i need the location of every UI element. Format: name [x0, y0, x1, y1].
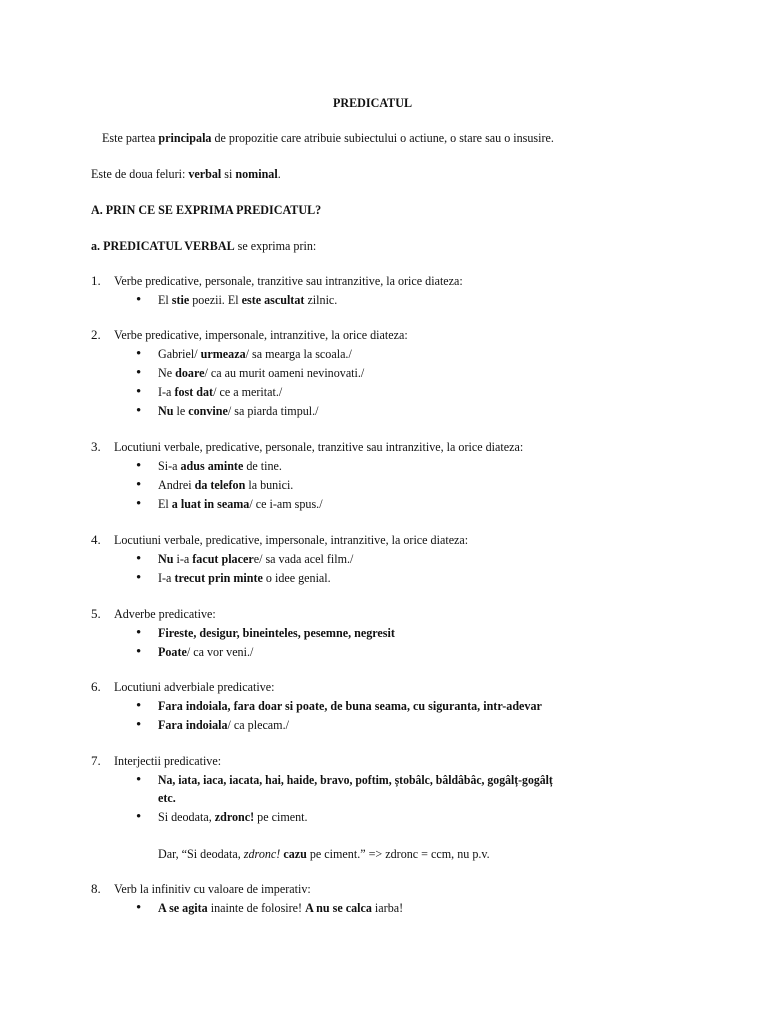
- note-paragraph: Dar, “Si deodata, zdronc! cazu pe ciment.” => zdronc = ccm, nu p.v.: [158, 846, 490, 861]
- list-item: Poate/ ca vor veni./: [158, 644, 254, 659]
- bullet-icon: •: [136, 772, 142, 788]
- bullet-icon: •: [136, 496, 142, 512]
- item-number: 2.: [91, 327, 101, 342]
- list-item: I-a trecut prin minte o idee genial.: [158, 570, 331, 585]
- bullet-icon: •: [136, 551, 142, 567]
- item-heading: Verb la infinitiv cu valoare de imperativ:: [114, 881, 311, 896]
- bullet-icon: •: [136, 625, 142, 641]
- list-item: Ne doare/ ca au murit oameni nevinovati./: [158, 365, 365, 380]
- item-number: 5.: [91, 606, 101, 621]
- item-heading: Verbe predicative, personale, tranzitive sau intranzitive, la orice diateza:: [114, 273, 463, 288]
- bullet-icon: •: [136, 570, 142, 586]
- bullet-icon: •: [136, 698, 142, 714]
- list-item: Andrei da telefon la bunici.: [158, 477, 294, 492]
- list-item: Nu i-a facut placere/ sa vada acel film./: [158, 551, 354, 566]
- list-item: Na, iata, iaca, iacata, hai, haide, bravo, poftim, ștobâlc, bâldâbâc, gogâlț-gogâlț: [158, 772, 553, 787]
- list-item: Fara indoiala, fara doar si poate, de buna seama, cu siguranta, intr-adevar: [158, 698, 542, 713]
- bullet-icon: •: [136, 477, 142, 493]
- item-heading: Locutiuni adverbiale predicative:: [114, 679, 275, 694]
- item-heading: Locutiuni verbale, predicative, personale, tranzitive sau intranzitive, la orice diateza:: [114, 439, 524, 454]
- bullet-icon: •: [136, 644, 142, 660]
- item-number: 7.: [91, 753, 101, 768]
- section-heading: A. PRIN CE SE EXPRIMA PREDICATUL?: [91, 202, 322, 217]
- list-item-continuation: etc.: [158, 790, 176, 805]
- item-heading: Interjectii predicative:: [114, 753, 222, 768]
- bullet-icon: •: [136, 384, 142, 400]
- list-item: Gabriel/ urmeaza/ sa mearga la scoala./: [158, 346, 352, 361]
- intro-paragraph-1: Este partea principala de propozitie care atribuie subiectului o actiune, o stare sau o insusire.: [102, 130, 554, 145]
- bullet-icon: •: [136, 809, 142, 825]
- item-number: 4.: [91, 532, 101, 547]
- item-number: 1.: [91, 273, 101, 288]
- bullet-icon: •: [136, 346, 142, 362]
- item-heading: Locutiuni verbale, predicative, impersonale, intranzitive, la orice diateza:: [114, 532, 469, 547]
- list-item: Nu le convine/ sa piarda timpul./: [158, 403, 319, 418]
- item-heading: Adverbe predicative:: [114, 606, 216, 621]
- list-item: El stie poezii. El este ascultat zilnic.: [158, 292, 338, 307]
- list-item: El a luat in seama/ ce i-am spus./: [158, 496, 323, 511]
- bullet-icon: •: [136, 717, 142, 733]
- bullet-icon: •: [136, 365, 142, 381]
- bullet-icon: •: [136, 403, 142, 419]
- subsection-heading: a. PREDICATUL VERBAL se exprima prin:: [91, 238, 317, 253]
- page-title: PREDICATUL: [333, 95, 413, 110]
- item-number: 8.: [91, 881, 101, 896]
- bullet-icon: •: [136, 292, 142, 308]
- item-heading: Verbe predicative, impersonale, intranzitive, la orice diateza:: [114, 327, 408, 342]
- list-item: Si-a adus aminte de tine.: [158, 458, 282, 473]
- intro-paragraph-2: Este de doua feluri: verbal si nominal.: [91, 166, 281, 181]
- bullet-icon: •: [136, 900, 142, 916]
- list-item: I-a fost dat/ ce a meritat./: [158, 384, 283, 399]
- list-item: Fireste, desigur, bineinteles, pesemne, negresit: [158, 625, 395, 640]
- list-item: A se agita inainte de folosire! A nu se calca iarba!: [158, 900, 404, 915]
- item-number: 3.: [91, 439, 101, 454]
- list-item: Fara indoiala/ ca plecam./: [158, 717, 289, 732]
- list-item: Si deodata, zdronc! pe ciment.: [158, 809, 308, 824]
- item-number: 6.: [91, 679, 101, 694]
- bullet-icon: •: [136, 458, 142, 474]
